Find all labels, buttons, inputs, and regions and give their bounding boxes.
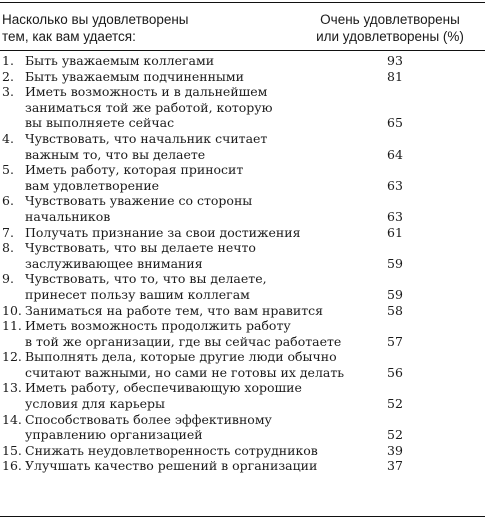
table-row [0,318,485,349]
row-question-line: Способствовать более эффективному [25,411,272,427]
row-percent-value: 65 [387,115,403,131]
table-row [0,349,485,380]
table-row [0,271,485,302]
row-question-line: Чувствовать, что то, что вы делаете, [25,271,267,287]
column-header-question [2,11,242,45]
header-left-line: тем, как вам удается: [2,29,136,44]
table-row [0,84,485,131]
row-percent-value: 64 [387,146,403,162]
table-row [0,131,485,162]
row-question [25,69,365,85]
row-question-line: Чувствовать уважение со стороны [25,193,253,209]
row-question-line: в той же организации, где вы сейчас работаете [25,333,342,349]
row-number: 5. [2,162,14,178]
table-row [0,412,485,443]
row-percent-value: 52 [387,396,403,412]
row-question-line: Выполнять дела, которые другие люди обычно [25,349,337,365]
row-question [25,303,365,319]
table-row [0,458,485,474]
row-question-line: Снижать неудовлетворенность сотрудников [25,442,318,458]
row-number: 12. [2,349,22,365]
row-percent-value: 37 [387,458,403,474]
row-question-line: Быть уважаемым подчиненными [25,68,244,84]
row-number: 16. [2,458,22,474]
row-question [25,349,365,380]
row-question-line: Улучшать качество решений в организации [25,458,318,474]
row-question-line: Быть уважаемым коллегами [25,53,215,68]
table-top-rule [0,2,485,3]
row-percent-value: 56 [387,364,403,380]
row-percent-value: 39 [387,442,403,458]
row-percent-value: 59 [387,286,403,302]
row-question-line: Иметь возможность и в дальнейшем [25,84,268,100]
row-question-line: Иметь работу, которая приносит [25,162,244,178]
row-number: 15. [2,442,22,458]
row-question-line: заниматься той же работой, которую [25,99,273,115]
row-number: 4. [2,130,14,146]
row-question [25,240,365,271]
row-number: 11. [2,318,22,334]
row-question [25,271,365,302]
row-question-line: Получать признание за свои достижения [25,224,301,240]
row-percent-value: 59 [387,255,403,271]
table-row [0,225,485,241]
table-row [0,53,485,69]
row-number: 10. [2,302,22,318]
table-row [0,193,485,224]
row-question [25,380,365,411]
table-row [0,162,485,193]
row-number: 8. [2,240,14,256]
row-question-line: принесет пользу вашим коллегам [25,286,250,302]
row-question-line: вам удовлетворение [25,177,160,193]
header-left-line: Насколько вы удовлетворены [2,12,189,27]
table-row [0,69,485,85]
row-question-line: Чувствовать, что вы делаете нечто [25,240,256,256]
row-question [25,193,365,224]
row-percent-value: 93 [387,53,403,68]
table-row [0,303,485,319]
row-question-line: начальников [25,208,111,224]
row-question-line: Иметь возможность продолжить работу [25,318,291,334]
row-percent-value: 63 [387,208,403,224]
row-percent-value: 81 [387,68,403,84]
row-number: 6. [2,193,14,209]
row-question [25,318,365,349]
row-number: 9. [2,271,14,287]
row-question [25,225,365,241]
row-percent-value: 52 [387,427,403,443]
row-number: 2. [2,68,14,84]
row-question-line: вы выполняете сейчас [25,115,175,131]
row-question [25,162,365,193]
row-number: 13. [2,380,22,396]
row-question-line: важным то, что вы делаете [25,146,206,162]
row-number: 14. [2,411,22,427]
table-header-rule [0,50,485,51]
header-right-line: или удовлетворены (%) [316,29,464,44]
row-number: 1. [2,53,14,68]
table-row [0,380,485,411]
row-percent-value: 63 [387,177,403,193]
row-question-line: управлению организацией [25,427,203,443]
row-question-line: условия для карьеры [25,396,165,412]
header-right-line: Очень удовлетворены [320,12,460,27]
row-percent-value: 61 [387,224,403,240]
row-question [25,53,365,69]
row-question-line: Иметь работу, обеспечивающую хорошие [25,380,302,396]
row-number: 3. [2,84,14,100]
row-question [25,443,365,459]
table-bottom-rule [0,516,485,517]
row-question-line: Чувствовать, что начальник считает [25,130,268,146]
row-question [25,412,365,443]
row-number: 7. [2,224,14,240]
row-question-line: считают важными, но сами не готовы их делать [25,364,345,380]
row-question [25,458,365,474]
column-header-percent [300,11,480,45]
table-row [0,240,485,271]
row-percent-value: 57 [387,333,403,349]
row-question [25,131,365,162]
table-row [0,443,485,459]
table-body [0,53,485,474]
row-question-line: Заниматься на работе тем, что вам нравится [25,302,324,318]
row-percent-value: 58 [387,302,403,318]
row-question-line: заслуживающее внимания [25,255,203,271]
row-question [25,84,365,131]
